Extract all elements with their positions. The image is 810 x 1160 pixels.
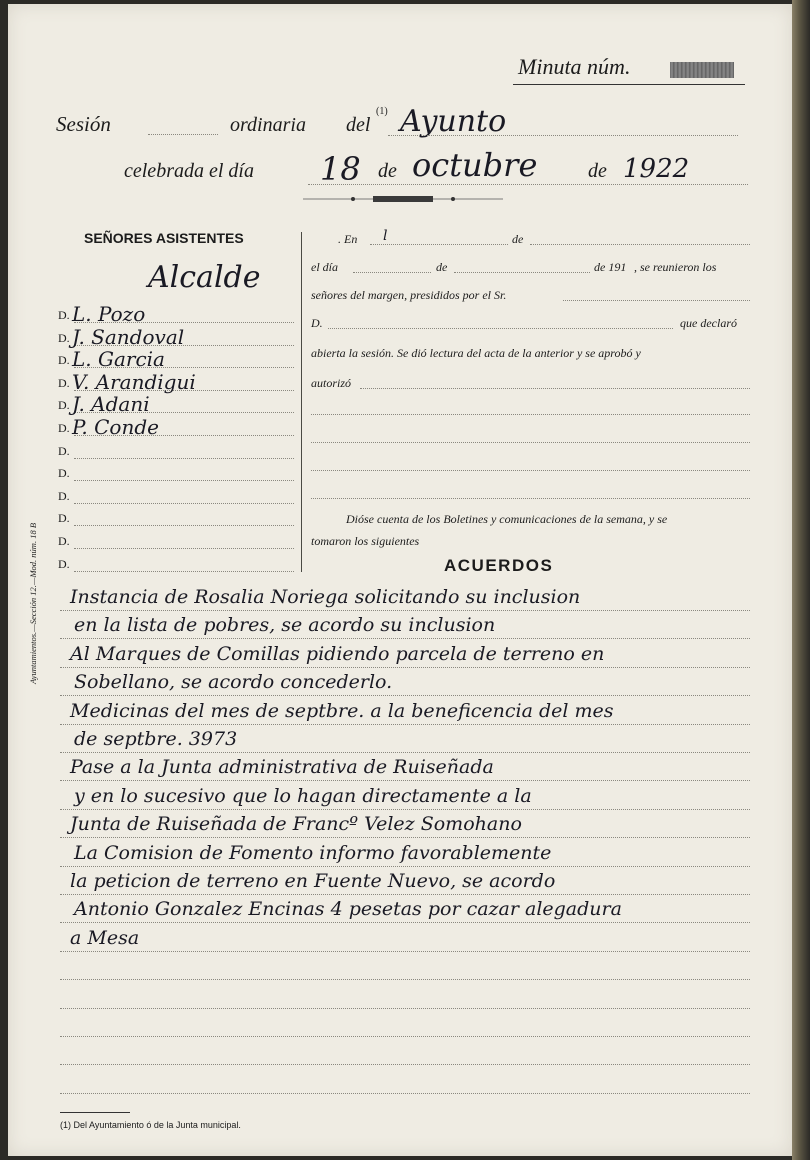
autorizo-label: autorizó <box>311 376 352 390</box>
assistant-name: L. Garcia <box>72 347 165 372</box>
column-divider <box>301 232 302 572</box>
body-line <box>60 1093 750 1094</box>
assistant-name: V. Arandigui <box>72 369 196 394</box>
el-dia-label: el día <box>311 260 338 274</box>
de-2-label: de <box>436 260 448 274</box>
assistant-line <box>74 458 294 459</box>
assistant-name: J. Adani <box>72 392 150 417</box>
sesion-value-dots <box>388 135 738 136</box>
year-value: 1922 <box>623 154 690 184</box>
senores-label: señores del margen, presididos por el Sr. <box>311 288 507 302</box>
body-line <box>60 610 750 611</box>
assistant-line <box>74 571 294 572</box>
autorizo-dots <box>360 388 750 389</box>
assistant-name: P. Conde <box>72 415 159 439</box>
ornament-divider <box>303 192 503 206</box>
assistant-prefix: D. <box>58 443 70 458</box>
body-line <box>60 979 750 980</box>
de-191-label: de 191 <box>594 260 627 274</box>
blank-line-3 <box>311 470 750 471</box>
body-line <box>60 1036 750 1037</box>
handwritten-line: Al Marques de Comillas pidiendo parcela de terreno en <box>70 642 605 665</box>
de-label-2: de <box>588 160 607 182</box>
minuta-label: Minuta núm. <box>518 54 631 79</box>
en-label: . En <box>338 232 358 246</box>
body-line <box>60 951 750 952</box>
assistant-line <box>74 503 294 504</box>
assistant-name: L. Pozo <box>72 302 146 326</box>
day-value: 18 <box>320 150 361 188</box>
de-2-dots <box>454 272 590 273</box>
assistant-prefix: D. <box>58 488 70 503</box>
handwritten-line: de septbre. 3973 <box>74 728 238 750</box>
body-line <box>60 752 750 753</box>
minuta-underline <box>513 84 745 85</box>
book-edge <box>792 0 810 1160</box>
blank-line-1 <box>311 414 750 415</box>
assistants-heading: SEÑORES ASISTENTES <box>84 230 244 246</box>
document-page <box>8 4 792 1156</box>
d-label: D. <box>311 316 323 330</box>
handwritten-line: Medicinas del mes de septbre. a la beneficencia del mes <box>70 699 614 722</box>
sesion-value: Ayunto <box>400 104 507 139</box>
de-1-dots <box>530 244 750 245</box>
handwritten-line: Instancia de Rosalia Noriega solicitando su inclusion <box>70 586 581 608</box>
assistant-prefix: D. <box>58 308 70 322</box>
body-line <box>60 894 750 895</box>
blank-line-4 <box>311 498 750 499</box>
handwritten-line: La Comision de Fomento informo favorablemente <box>74 841 552 864</box>
handwritten-line: y en lo sucesivo que lo hagan directamente a la <box>74 784 532 807</box>
handwritten-line: Pase a la Junta administrativa de Ruiseñada <box>70 756 494 779</box>
assistant-line <box>74 480 294 481</box>
footnote-rule <box>60 1112 130 1113</box>
assistant-prefix: D. <box>58 534 70 548</box>
handwritten-line: la peticion de terreno en Fuente Nuevo, se acordo <box>70 870 556 892</box>
body-line <box>60 809 750 810</box>
d-dots <box>328 328 673 329</box>
body-line <box>60 695 750 696</box>
celebrada-label: celebrada el día <box>124 160 254 182</box>
de-label: de <box>378 160 397 182</box>
que-declaro-label: que declaró <box>680 316 737 330</box>
blank-line-2 <box>311 442 750 443</box>
margin-model-text: Ayuntamientos.—Sección 12.—Mod. núm. 18 B <box>28 522 38 684</box>
body-line <box>60 638 750 639</box>
acuerdos-heading: ACUERDOS <box>444 556 554 575</box>
diose-label: Dióse cuenta de los Boletines y comunicaciones de la semana, y se <box>346 512 668 526</box>
body-line <box>60 1064 750 1065</box>
minuta-number-redaction <box>670 62 734 78</box>
footnote-mark: (1) <box>376 106 388 117</box>
celebrada-dots <box>308 184 748 185</box>
assistant-prefix: D. <box>58 353 70 368</box>
el-dia-dots <box>353 272 431 273</box>
ordinaria-label: ordinaria <box>230 114 306 136</box>
handwritten-line: Sobellano, se acordo concederlo. <box>74 671 393 694</box>
body-line <box>60 837 750 838</box>
body-line <box>60 1008 750 1009</box>
body-line <box>60 724 750 725</box>
body-line <box>60 922 750 923</box>
assistant-line <box>74 548 294 549</box>
assistant-line <box>74 525 294 526</box>
body-line <box>60 780 750 781</box>
senores-dots <box>563 300 750 301</box>
assistant-prefix: D. <box>58 421 70 435</box>
handwritten-line: a Mesa <box>70 926 140 949</box>
assistant-prefix: D. <box>58 511 70 526</box>
handwritten-line: en la lista de pobres, se acordo su inclusion <box>74 614 496 637</box>
del-label: del <box>346 114 371 136</box>
handwritten-line: Antonio Gonzalez Encinas 4 pesetas por cazar alegadura <box>74 898 622 921</box>
sesion-dots <box>148 134 218 135</box>
assistant-prefix: D. <box>58 330 70 345</box>
sesion-label: Sesión <box>56 112 111 136</box>
abierta-label: abierta la sesión. Se dió lectura del acta de la anterior y se aprobó y <box>311 346 641 360</box>
footnote-text: (1) Del Ayuntamiento ó de la Junta municipal. <box>60 1120 241 1130</box>
handwritten-line: Junta de Ruiseñada de Francº Velez Somohano <box>70 813 522 836</box>
body-line <box>60 667 750 668</box>
assistant-name: J. Sandoval <box>72 324 185 349</box>
tomaron-label: tomaron los siguientes <box>311 534 420 548</box>
assistant-prefix: D. <box>58 556 70 571</box>
assistants-title: Alcalde <box>148 260 261 295</box>
en-dots <box>370 244 508 245</box>
body-line <box>60 866 750 867</box>
assistant-prefix: D. <box>58 398 70 413</box>
assistant-prefix: D. <box>58 375 70 390</box>
de-1-label: de <box>512 232 524 246</box>
assistant-prefix: D. <box>58 466 70 481</box>
en-value: l <box>383 228 388 244</box>
month-value: octubre <box>412 146 538 184</box>
reunieron-label: , se reunieron los <box>634 260 717 274</box>
